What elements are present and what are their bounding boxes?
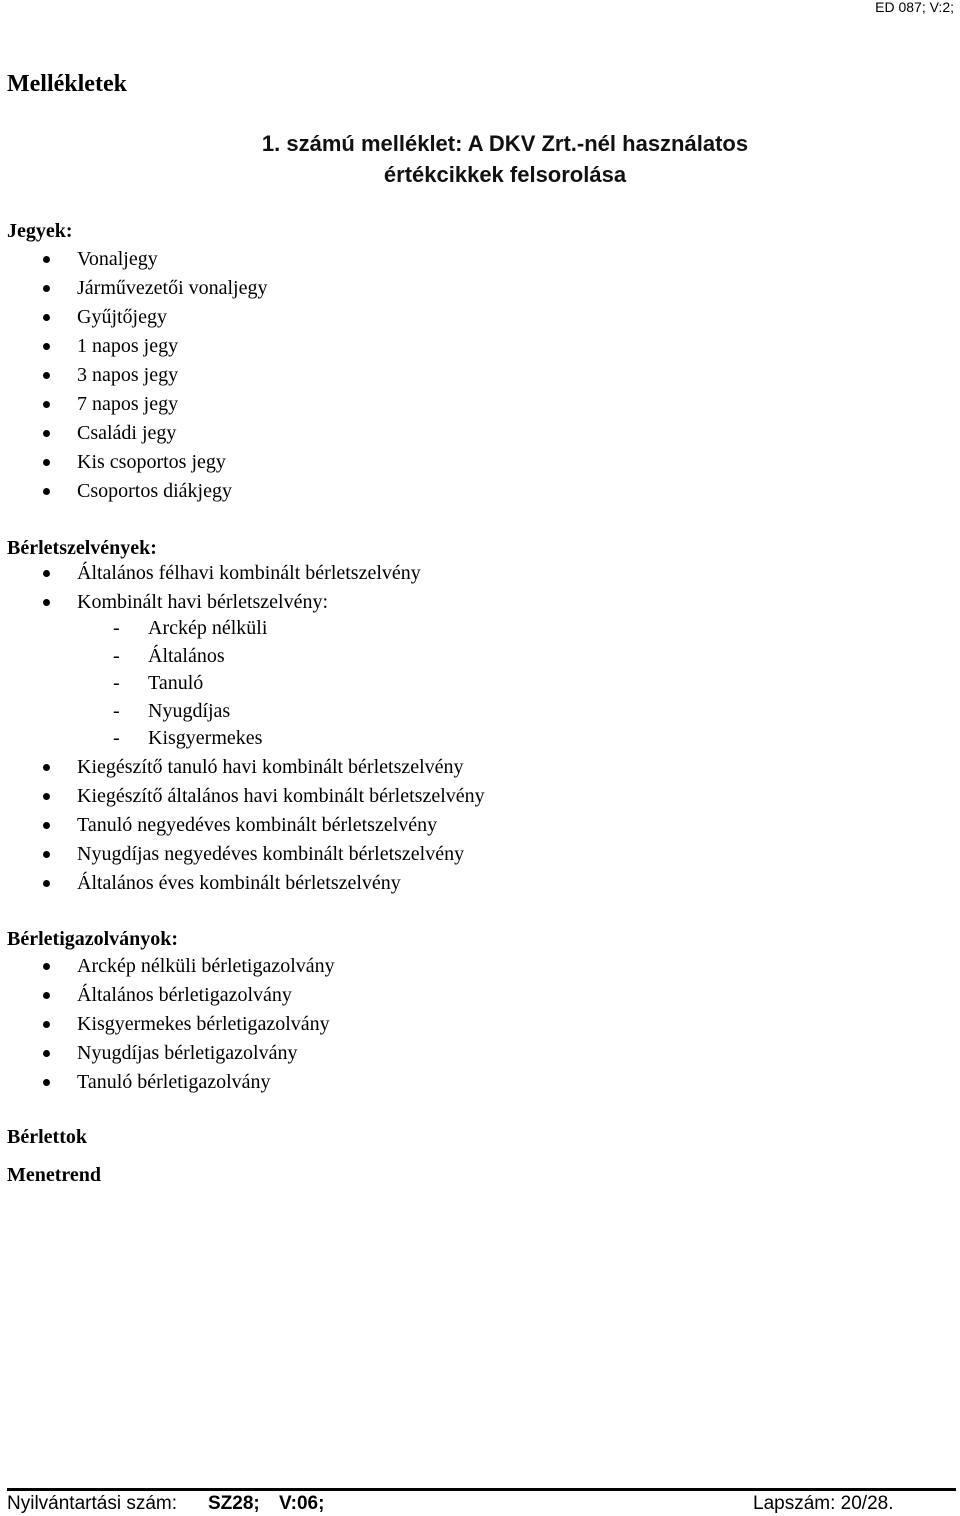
bullet-icon [43,488,50,495]
bullet-icon [43,256,50,263]
section-title: Mellékletek [7,71,127,97]
bullet-icon [43,851,50,858]
bullet-icon [43,793,50,800]
heading-berlettok: Bérlettok [7,1126,87,1148]
footer-label: Nyilvántartási szám: [7,1493,177,1514]
bullet-icon [43,880,50,887]
bullet-icon [43,1079,50,1086]
annex-title-line-2: értékcikkek felsorolása [383,162,627,187]
heading-berletszelvenyek: Bérletszelvények: [7,537,157,559]
bullet-icon [43,343,50,350]
bullet-icon [43,285,50,292]
bullet-icon [43,822,50,829]
annex-title [180,128,830,190]
footer-page-number: Lapszám: 20/28. [753,1493,894,1514]
heading-berletigazolvanyok: Bérletigazolványok: [7,928,179,950]
heading-jegyek: Jegyek: [7,220,73,242]
bullet-icon [43,599,50,606]
bullet-icon [43,459,50,466]
bullet-icon [43,314,50,321]
footer-registry-number: SZ28; [208,1493,260,1514]
footer-divider [7,1488,956,1491]
bullet-icon [43,1021,50,1028]
bullet-icon [43,1050,50,1057]
bullet-icon [43,764,50,771]
document-code: ED 087; V:2; [875,0,954,15]
bullet-icon [43,570,50,577]
bullet-icon [43,401,50,408]
heading-menetrend: Menetrend [7,1164,102,1186]
footer-version: V:06; [279,1493,325,1514]
bullet-icon [43,372,50,379]
annex-title-line-1: 1. számú melléklet: A DKV Zrt.-nél használatos [261,131,749,156]
bullet-icon [43,430,50,437]
bullet-icon [43,963,50,970]
bullet-icon [43,992,50,999]
